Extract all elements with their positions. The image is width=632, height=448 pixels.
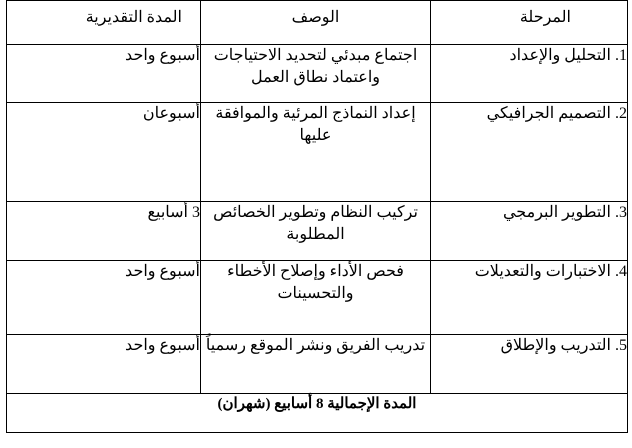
project-phases-table xyxy=(6,0,628,433)
duration-cell: أسبوع واحد xyxy=(7,335,201,394)
duration-cell: 3 أسابيع xyxy=(7,202,201,261)
total-row xyxy=(7,394,628,433)
table-row xyxy=(7,261,628,335)
description-cell: فحص الأداء وإصلاح الأخطاء والتحسينات xyxy=(201,261,431,335)
duration-cell: أسبوع واحد xyxy=(7,261,201,335)
description-cell: تركيب النظام وتطوير الخصائص المطلوبة xyxy=(201,202,431,261)
header-duration: المدة التقديرية xyxy=(7,1,201,45)
description-cell: إعداد النماذج المرئية والموافقة عليها xyxy=(201,103,431,202)
table-row xyxy=(7,202,628,261)
phase-cell: 1. التحليل والإعداد xyxy=(431,45,628,103)
table-row xyxy=(7,335,628,394)
total-duration: المدة الإجمالية 8 أسابيع (شهران) xyxy=(7,394,628,433)
table-header-row xyxy=(7,1,628,45)
phase-cell: 5. التدريب والإطلاق xyxy=(431,335,628,394)
phase-cell: 2. التصميم الجرافيكي xyxy=(431,103,628,202)
duration-cell: أسبوع واحد xyxy=(7,45,201,103)
table-row xyxy=(7,103,628,202)
phase-cell: 3. التطوير البرمجي xyxy=(431,202,628,261)
duration-cell: أسبوعان xyxy=(7,103,201,202)
phase-cell: 4. الاختبارات والتعديلات xyxy=(431,261,628,335)
description-cell: اجتماع مبدئي لتحديد الاحتياجات واعتماد نطاق العمل xyxy=(201,45,431,103)
header-description: الوصف xyxy=(201,1,431,45)
description-cell: تدريب الفريق ونشر الموقع رسمياً xyxy=(201,335,431,394)
table-row xyxy=(7,45,628,103)
header-phase: المرحلة xyxy=(431,1,628,45)
